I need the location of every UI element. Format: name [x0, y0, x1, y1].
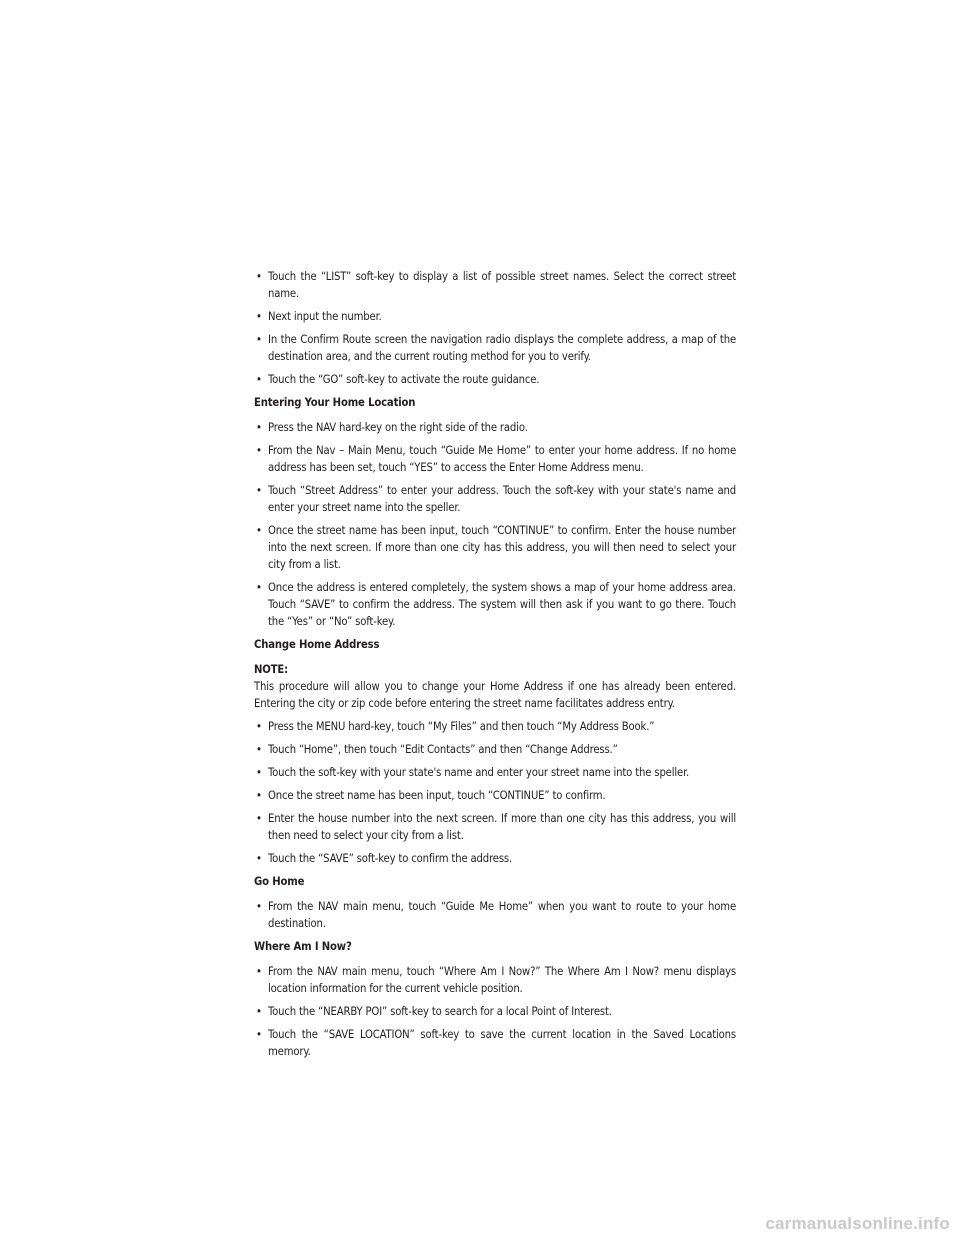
list-change-address-steps	[254, 718, 736, 867]
manual-page-content	[254, 268, 736, 1066]
list-item: • Once the street name has been input, touch “CONTINUE” to confirm. Enter the house number into the next screen. If more than one city has this address, you will then need to select your city from a list.	[254, 522, 736, 573]
list-item: • Enter the house number into the next screen. If more than one city has this address, you will then need to select your city from a list.	[254, 810, 736, 844]
list-route-steps	[254, 268, 736, 388]
heading-entering-home-location: Entering Your Home Location	[254, 396, 416, 409]
note-text: This procedure will allow you to change your Home Address if one has already been entered. Entering the city or zip code before entering the street name facilitates address entry.	[254, 680, 736, 710]
note-label: NOTE:	[254, 663, 288, 676]
list-go-home-steps	[254, 898, 736, 932]
list-item: • Touch the “SAVE” soft-key to confirm the address.	[254, 850, 736, 867]
list-item: • In the Confirm Route screen the navigation radio displays the complete address, a map of the destination area, and the current routing method for you to verify.	[254, 331, 736, 365]
list-item: • Touch the “NEARBY POI” soft-key to search for a local Point of Interest.	[254, 1003, 736, 1020]
list-item: • From the NAV main menu, touch “Guide Me Home” when you want to route to your home destination.	[254, 898, 736, 932]
list-item: • Touch “Street Address” to enter your address. Touch the soft-key with your state's name and enter your street name into the speller.	[254, 482, 736, 516]
list-item: • Next input the number.	[254, 308, 736, 325]
site-watermark: carmanualsonline.info	[765, 1214, 950, 1233]
list-item: • Once the address is entered completely, the system shows a map of your home address area. Touch “SAVE” to confirm the address. The system will then ask if you want to go there. Touch the “Yes” or “No” soft-key.	[254, 579, 736, 630]
heading-where-am-i-now: Where Am I Now?	[254, 940, 352, 953]
list-home-location-steps	[254, 419, 736, 630]
list-item: • Touch the soft-key with your state's name and enter your street name into the speller.	[254, 764, 736, 781]
list-item: • Touch the “LIST” soft-key to display a list of possible street names. Select the correct street name.	[254, 268, 736, 302]
list-item: • Touch the “GO” soft-key to activate the route guidance.	[254, 371, 736, 388]
list-item: • Press the MENU hard-key, touch “My Files” and then touch “My Address Book.”	[254, 718, 736, 735]
list-item: • From the Nav – Main Menu, touch “Guide Me Home” to enter your home address. If no home address has been set, touch “YES” to access the Enter Home Address menu.	[254, 442, 736, 476]
list-item: • Once the street name has been input, touch “CONTINUE” to confirm.	[254, 787, 736, 804]
list-item: • Touch “Home”, then touch “Edit Contacts” and then “Change Address.”	[254, 741, 736, 758]
list-where-am-i-steps	[254, 963, 736, 1060]
list-item: • Touch the “SAVE LOCATION” soft-key to save the current location in the Saved Locations memory.	[254, 1026, 736, 1060]
heading-go-home: Go Home	[254, 875, 305, 888]
list-item: • From the NAV main menu, touch “Where Am I Now?” The Where Am I Now? menu displays location information for the current vehicle position.	[254, 963, 736, 997]
list-item: • Press the NAV hard-key on the right side of the radio.	[254, 419, 736, 436]
heading-change-home-address: Change Home Address	[254, 638, 380, 651]
